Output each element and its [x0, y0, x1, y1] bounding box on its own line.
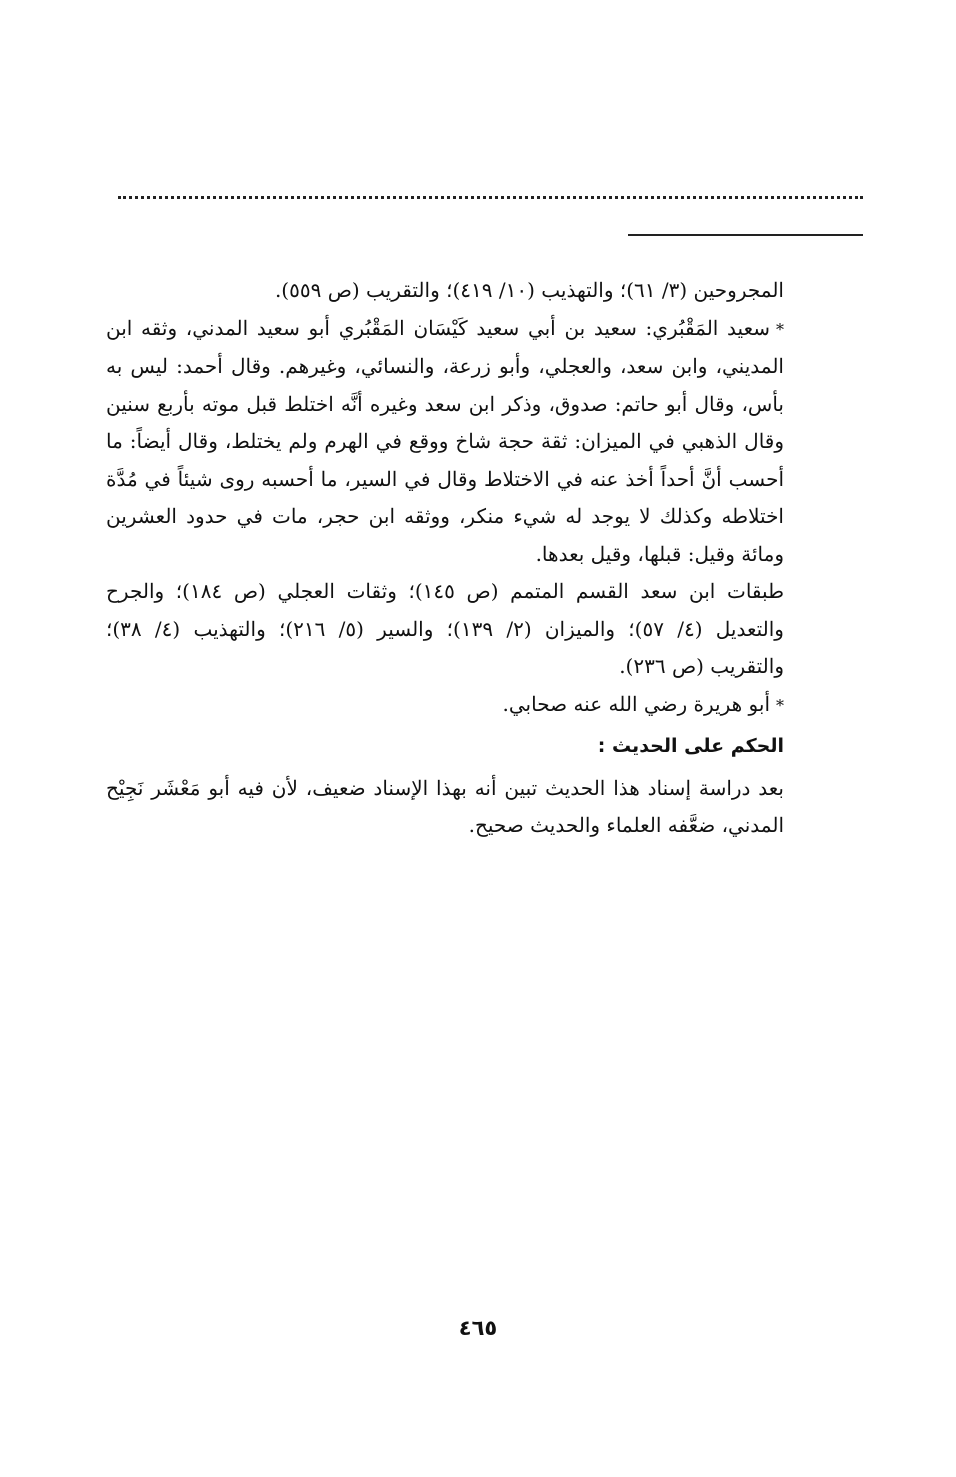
section-heading: الحكم على الحديث :: [597, 735, 784, 757]
narrator-biography-maqburi: [106, 310, 784, 574]
sources-list: طبقات ابن سعد القسم المتمم (ص ١٤٥)؛ وثقات العجلي (ص ١٨٤)؛ والجرح والتعديل (٤/ ٥٧)؛ والميزان (٢/ ١٣٩)؛ والسير (٥/ ٢١٦)؛ والتهذيب (٤/ ٣٨)؛ والتقريب (ص ٢٣٦).: [106, 579, 784, 678]
footnote-rule: [628, 234, 863, 236]
narrator-abu-hurayra: [106, 686, 784, 725]
biography-text: سعيد المَقْبُري: سعيد بن أبي سعيد كَيْسَان المَقْبُري أبو سعيد المدني، وثقه ابن المديني، وابن سعد، والعجلي، وأبو زرعة، والنسائي، وغيرهم. وقال أحمد: ليس به بأس، وقال أبو حاتم: صدوق، وذكر ابن سعد وغيره أنَّه اختلط قبل موته بأربع سنين وقال الذهبي في الميزان: ثقة حجة شاخ ووقع في الهرم ولم يختلط، وقال أيضاً: ما أحسب أنَّ أحداً أخذ عنه في الاختلاط وقال في السير، ما أحسبه روى شيئاً في مُدَّة اختلاطه وكذلك لا يوجد له شيء منكر، ووثقه ابن حجر، مات في حدود العشرين ومائة وقيل: قبلها، وقيل بعدها.: [106, 315, 785, 566]
narrator-text: أبو هريرة رضي الله عنه صحابي.: [502, 691, 770, 716]
reference-line: المجروحين (٣/ ٦١)؛ والتهذيب (١٠/ ٤١٩)؛ والتقريب (ص ٥٥٩).: [274, 278, 784, 302]
footnote-text: [106, 272, 784, 845]
bullet-star: *: [776, 319, 784, 339]
bullet-star: *: [776, 695, 784, 715]
ruling-paragraph: بعد دراسة إسناد هذا الحديث تبين أنه بهذا الإسناد ضعيف، لأن فيه أبو مَعْشَر نَجِيْح المدني، ضعَّفه العلماء والحديث صحيح.: [106, 775, 784, 837]
dotted-separator: [118, 196, 863, 199]
page-number: ٤٦٥: [458, 1316, 498, 1340]
